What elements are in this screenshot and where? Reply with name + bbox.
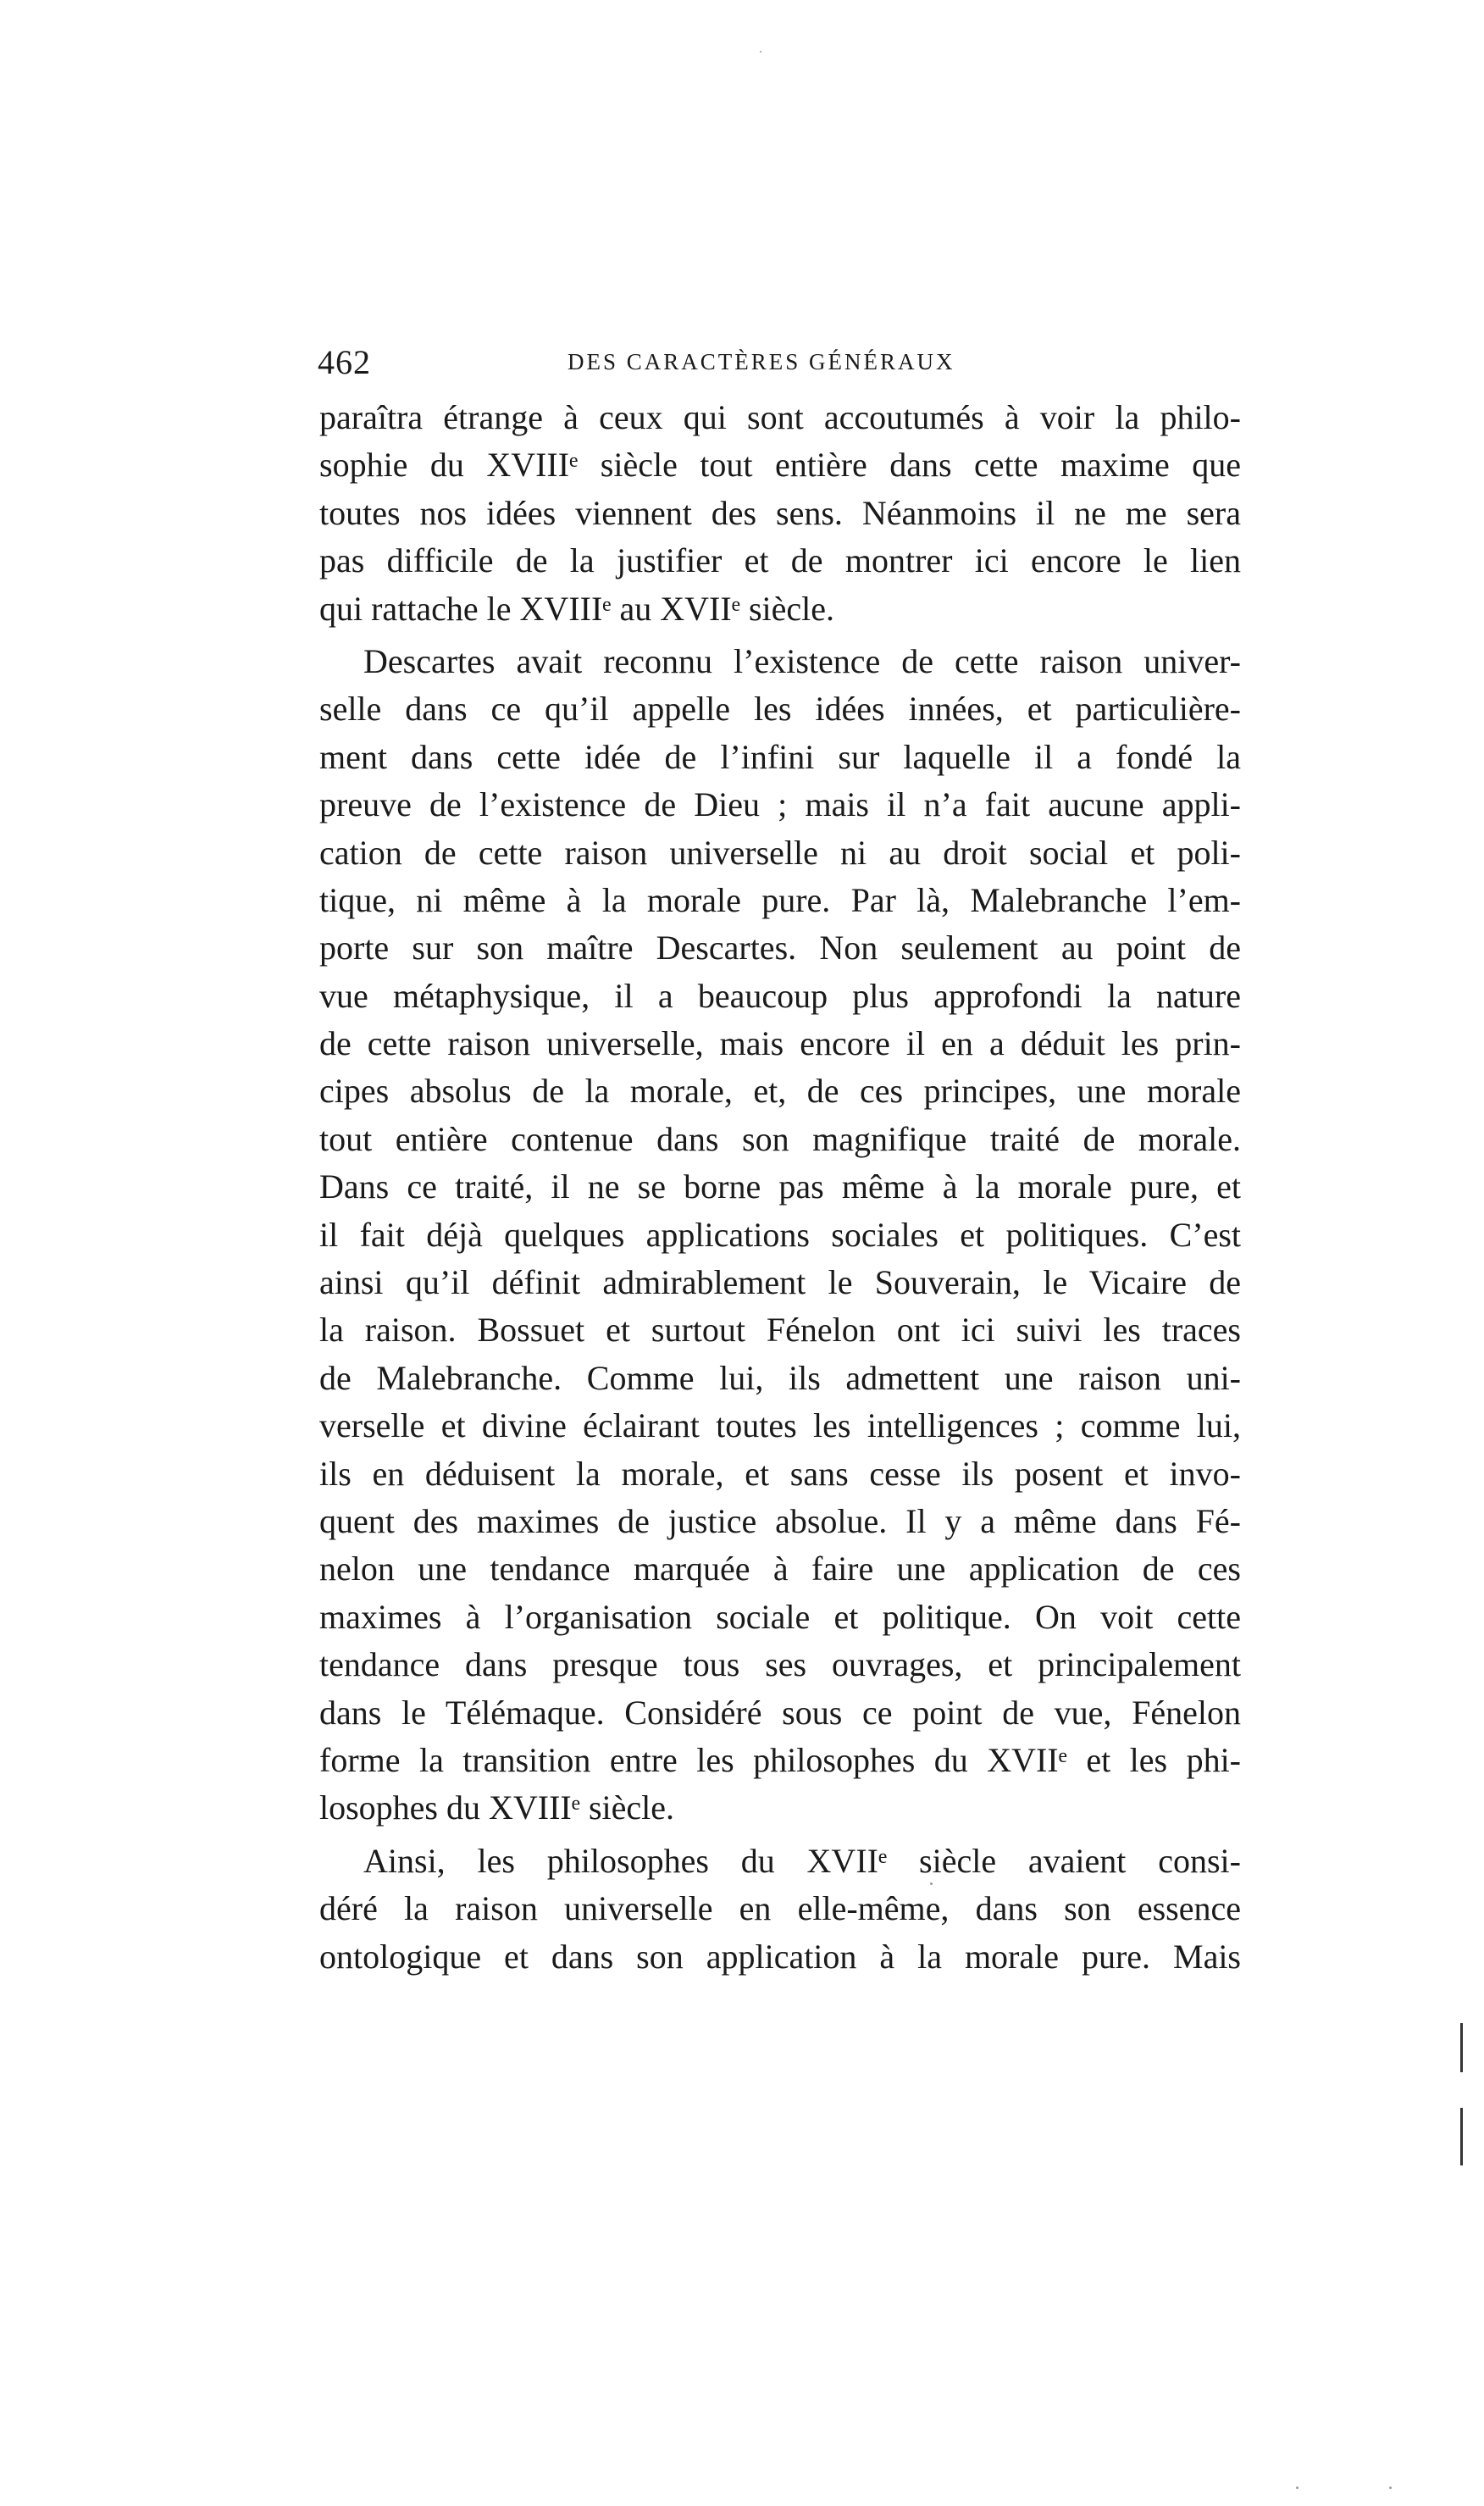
text-line: sophie du XVIIIᵉ siècle tout entière dans cette maxime que <box>319 446 1241 485</box>
text-line: ainsi qu’il définit admirablement le Souverain, le Vicaire de <box>319 1263 1241 1302</box>
text-line: de Malebranche. Comme lui, ils admettent une raison uni- <box>319 1358 1241 1397</box>
text-line: tique, ni même à la morale pure. Par là, Malebranche l’em- <box>319 880 1241 919</box>
text-line: vue métaphysique, il a beaucoup plus approfondi la nature <box>319 976 1241 1015</box>
text-line: pas difficile de la justifier et de montrer ici encore le lien <box>319 541 1241 580</box>
text-line: ment dans cette idée de l’infini sur laquelle il a fondé la <box>319 737 1241 776</box>
text-line: déré la raison universelle en elle-même, dans son essence <box>319 1889 1241 1928</box>
text-line: Descartes avait reconnu l’existence de cette raison univer- <box>363 641 1241 680</box>
text-line: verselle et divine éclairant toutes les intelligences ; comme lui, <box>319 1406 1241 1445</box>
running-head <box>318 342 1241 390</box>
scan-speck <box>1389 2487 1392 2489</box>
text-line: ils en déduisent la morale, et sans cesse ils posent et invo- <box>319 1454 1241 1493</box>
text-line: maximes à l’organisation sociale et politique. On voit cette <box>319 1597 1241 1636</box>
text-line: forme la transition entre les philosophes du XVIIᵉ et les phi- <box>319 1740 1241 1779</box>
text-line: porte sur son maître Descartes. Non seulement au point de <box>319 929 1241 967</box>
running-title: DES CARACTÈRES GÉNÉRAUX <box>568 349 955 374</box>
text-line: tout entière contenue dans son magnifique traité de morale. <box>319 1119 1241 1158</box>
text-line: ontologique et dans son application à la morale pure. Mais <box>319 1937 1241 1976</box>
scan-speck <box>930 1882 933 1885</box>
text-line: il fait déjà quelques applications sociales et politiques. C’est <box>319 1215 1241 1254</box>
scan-mark <box>1460 2108 1463 2165</box>
text-line: losophes du XVIIIᵉ siècle. <box>319 1788 675 1827</box>
text-line: cipes absolus de la morale, et, de ces principes, une morale <box>319 1072 1241 1111</box>
text-line: Ainsi, les philosophes du XVIIᵉ siècle avaient consi- <box>363 1841 1241 1880</box>
text-line: Dans ce traité, il ne se borne pas même à la morale pure, et <box>319 1167 1241 1206</box>
text-line: selle dans ce qu’il appelle les idées innées, et particulière- <box>319 690 1241 729</box>
text-line: dans le Télémaque. Considéré sous ce point de vue, Fénelon <box>319 1693 1241 1732</box>
page-number: 462 <box>318 343 371 381</box>
text-line: la raison. Bossuet et surtout Fénelon ont ici suivi les traces <box>319 1311 1241 1350</box>
text-line: nelon une tendance marquée à faire une application de ces <box>319 1550 1241 1588</box>
text-line: paraîtra étrange à ceux qui sont accoutumés à voir la philo- <box>319 398 1241 436</box>
scan-speck <box>760 51 761 53</box>
scan-speck <box>1296 2487 1298 2489</box>
text-line: de cette raison universelle, mais encore il en a déduit les prin- <box>319 1024 1241 1063</box>
text-line: cation de cette raison universelle ni au droit social et poli- <box>319 833 1241 872</box>
text-line: tendance dans presque tous ses ouvrages, et principalement <box>319 1645 1241 1684</box>
text-line: preuve de l’existence de Dieu ; mais il n’a fait aucune appli- <box>319 785 1241 824</box>
text-line: toutes nos idées viennent des sens. Néanmoins il ne me sera <box>319 493 1241 532</box>
scan-mark <box>1460 2023 1463 2072</box>
text-line: qui rattache le XVIIIᵉ au XVIIᵉ siècle. <box>319 589 835 628</box>
body-text <box>319 394 1241 1981</box>
text-line: quent des maximes de justice absolue. Il y a même dans Fé- <box>319 1501 1241 1540</box>
